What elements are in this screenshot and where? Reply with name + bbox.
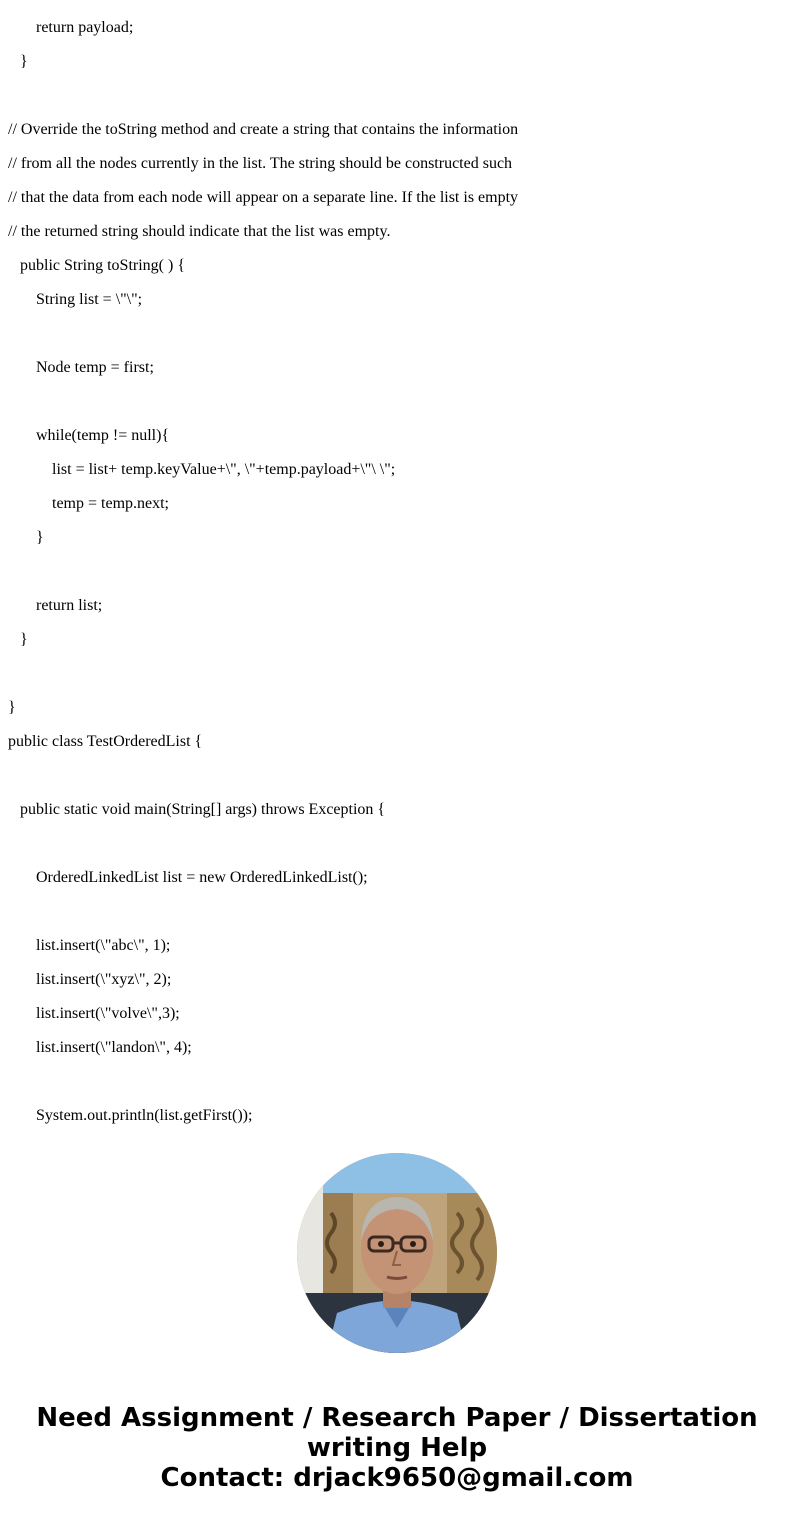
code-comment: // the returned string should indicate that the list was empty.: [8, 223, 391, 240]
portrait-image: [297, 1153, 497, 1353]
code-line: list.insert(\"landon\", 4);: [36, 1039, 192, 1056]
code-line: }: [20, 631, 28, 648]
code-line: while(temp != null){: [36, 427, 170, 444]
code-line: list.insert(\"abc\", 1);: [36, 937, 171, 954]
code-line: public String toString( ) {: [20, 257, 186, 274]
code-line: OrderedLinkedList list = new OrderedLinkedList();: [36, 869, 368, 886]
contact-banner: [0, 1403, 794, 1493]
code-line: list.insert(\"xyz\", 2);: [36, 971, 172, 988]
code-line: list = list+ temp.keyValue+\", \"+temp.payload+\"\ \";: [52, 461, 396, 478]
code-line: return payload;: [36, 19, 134, 36]
code-line: Node temp = first;: [36, 359, 154, 376]
code-line: public static void main(String[] args) throws Exception {: [20, 801, 386, 818]
code-line: }: [20, 53, 28, 70]
banner-contact: Contact: drjack9650@gmail.com: [160, 1463, 634, 1493]
code-line: list.insert(\"volve\",3);: [36, 1005, 180, 1022]
code-comment: // that the data from each node will appear on a separate line. If the list is empty: [8, 189, 519, 206]
code-line: System.out.println(list.getFirst());: [36, 1107, 253, 1124]
banner-subline: writing Help: [306, 1433, 488, 1463]
code-line: }: [36, 529, 44, 546]
code-comment: // from all the nodes currently in the list. The string should be constructed such: [8, 155, 513, 172]
avatar: [297, 1153, 497, 1353]
code-line: }: [8, 699, 16, 716]
banner-headline: Need Assignment / Research Paper / Dissertation: [36, 1403, 758, 1433]
code-line: public class TestOrderedList {: [8, 733, 203, 750]
code-line: return list;: [36, 597, 103, 614]
code-line: String list = \"\";: [36, 291, 143, 308]
code-comment: // Override the toString method and create a string that contains the information: [8, 121, 519, 138]
code-line: temp = temp.next;: [52, 495, 169, 512]
